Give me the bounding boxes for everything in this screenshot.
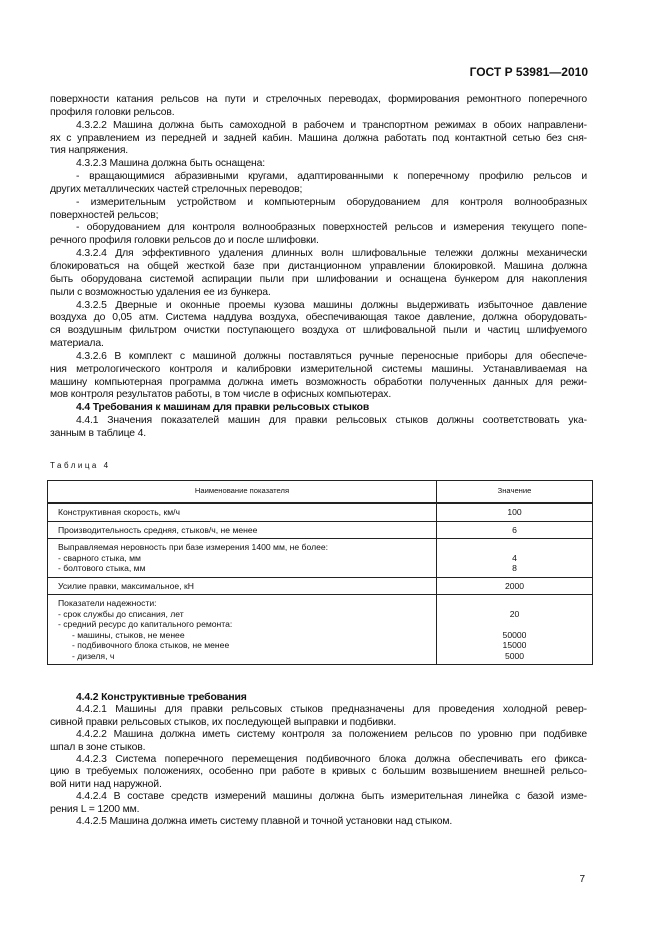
- cell-line: 8: [512, 563, 517, 573]
- table-row: [48, 595, 593, 665]
- paragraph: [50, 754, 587, 791]
- text-line: тия напряжения.: [50, 145, 129, 157]
- text-line: быть оборудована системой аспирации пыли при шлифовании и оснащена бункером для накопления: [50, 273, 587, 285]
- cell-line: - подбивочного блока стыков, не менее: [72, 640, 230, 650]
- indicator-value: [437, 595, 593, 665]
- cell-line: - дизеля, ч: [72, 650, 115, 661]
- indicator-value: [437, 539, 593, 578]
- paragraph: [50, 120, 587, 159]
- cell-line: Показатели надежности:: [58, 598, 157, 608]
- indicator-value: [437, 521, 593, 539]
- indicator-name: [48, 595, 437, 665]
- text-line: ях с управлением из передней и задней кабин. Машина должна работать под контактной сетью без сня-: [50, 132, 587, 144]
- cell-line: 4: [512, 552, 517, 563]
- text-line: блокироваться на общей жесткой базе при дистанционном управлении блокировкой. Машина должна: [50, 260, 587, 272]
- paragraph: [50, 171, 587, 197]
- cell-line: [447, 598, 582, 609]
- table-row: [48, 503, 593, 521]
- paragraph: [50, 300, 587, 351]
- text-line: 4.3.2.4 Для эффективного удаления длинных волн шлифовальные тележки должны механически: [76, 248, 587, 260]
- text-line: речного профиля головки рельсов до и после шлифовки.: [50, 235, 319, 247]
- text-line: материала.: [50, 338, 104, 350]
- text-line: 4.4.2.4 В составе средств измерений машины должна быть измерительная линейка с базой изме-: [76, 791, 587, 803]
- paragraph: [50, 816, 587, 828]
- table-row: [48, 577, 593, 595]
- indicator-name: [48, 577, 437, 595]
- paragraph: [50, 791, 587, 816]
- text-line: 4.4.2.5 Машина должна иметь систему плавной и точной установки над стыком.: [76, 815, 453, 827]
- indicator-name: [48, 503, 437, 521]
- text-line: 4.4.2.2 Машина должна иметь систему контроля за положением рельсов по уровню при подбивке: [76, 729, 587, 741]
- paragraph: [50, 692, 587, 704]
- text-line: мов контроля результатов работы, в том числе в офисных компьютерах.: [50, 389, 392, 401]
- table-row: [48, 521, 593, 539]
- table-4: [47, 480, 593, 665]
- cell-line: 6: [512, 524, 517, 535]
- text-line: поверхностей рельсов;: [50, 209, 159, 221]
- text-line: других металлических частей стрелочных переводов;: [50, 183, 303, 195]
- cell-line: [447, 542, 582, 553]
- text-line: цию в требуемых положениях, особенно при работе в кривых с большим возвышением внешней рельсо-: [50, 766, 587, 778]
- paragraph: [50, 415, 587, 441]
- text-line: воздуха до 0,05 атм. Система наддува воздуха, обеспечивающая такое давление, должна оборудовать-: [50, 312, 587, 324]
- indicator-name: [48, 521, 437, 539]
- text-line: поверхности катания рельсов на пути и стрелочных переводах, формирования ремонтного поперечного: [50, 94, 587, 105]
- text-line: 4.3.2.6 В комплект с машиной должны поставляться ручные переносные приборы для обеспече-: [76, 350, 587, 362]
- paragraph: [50, 248, 587, 299]
- column-header-name: Наименование показателя: [48, 481, 437, 504]
- text-line: 4.4.2.3 Система поперечного перемещения подбивочного блока должна обеспечивать его фикса-: [76, 753, 587, 765]
- indicator-name: [48, 539, 437, 578]
- body-text-bottom: [50, 692, 587, 828]
- text-line: 4.4.1 Значения показателей машин для правки рельсовых стыков должны соответствовать ука-: [76, 415, 587, 427]
- body-text-top: [50, 94, 587, 441]
- text-line: рения L = 1200 мм.: [50, 803, 140, 815]
- cell-line: Выправляемая неровность при базе измерения 1400 мм, не более:: [58, 542, 329, 552]
- page-number: 7: [579, 874, 585, 885]
- cell-line: Производительность средняя, стыков/ч, не менее: [58, 524, 258, 535]
- table-caption: Таблица 4: [50, 461, 111, 470]
- text-line: пыли с возможностью удаления ее из бункера.: [50, 286, 271, 298]
- text-line: 4.3.2.3 Машина должна быть оснащена:: [76, 158, 265, 170]
- text-line: - вращающимися абразивными кругами, адаптированными к поперечному профилю рельсов и: [76, 171, 587, 183]
- cell-line: 50000: [502, 629, 527, 640]
- cell-line: Усилие правки, максимальное, кН: [58, 580, 194, 591]
- text-line: 4.3.2.2 Машина должна быть самоходной в рабочем и транспортном режимах в обоих направлени-: [76, 119, 587, 131]
- cell-line: Конструктивная скорость, км/ч: [58, 507, 180, 517]
- cell-line: [447, 619, 582, 630]
- column-header-value: Значение: [437, 481, 593, 504]
- text-line: шпал в зоне стыков.: [50, 741, 146, 753]
- paragraph: [50, 158, 587, 171]
- text-line: вой нити над наружной.: [50, 778, 162, 790]
- section-heading: 4.4 Требования к машинам для правки рельсовых стыков: [76, 402, 370, 414]
- cell-line: - болтового стыка, мм: [58, 563, 146, 573]
- cell-line: - сварного стыка, мм: [58, 552, 141, 563]
- text-line: сивной правки рельсовых стыков, их последующей выправки и подбивки.: [50, 716, 397, 728]
- cell-line: 100: [507, 507, 522, 517]
- cell-line: - машины, стыков, не менее: [72, 629, 185, 640]
- text-line: - измерительным устройством и компьютерным оборудованием для контроля волнообразных: [76, 196, 587, 208]
- paragraph: [50, 94, 587, 120]
- paragraph: [50, 222, 587, 248]
- cell-line: 5000: [504, 650, 525, 661]
- document-id: ГОСТ Р 53981—2010: [469, 65, 588, 79]
- section-heading: 4.4.2 Конструктивные требования: [76, 692, 247, 703]
- text-line: 4.3.2.5 Дверные и оконные проемы кузова машины должны выдерживать избыточное давление: [76, 299, 587, 311]
- text-line: ся воздушным фильтром очистки поступающего воздуха от шлифовальной пыли и частиц шлифуемого: [50, 325, 587, 337]
- table-row: [48, 539, 593, 578]
- cell-line: 20: [509, 608, 520, 619]
- text-line: - оборудованием для контроля волнообразных поверхностей рельсов и измерения текущего попе-: [76, 222, 587, 234]
- cell-line: - средний ресурс до капитального ремонта:: [58, 619, 233, 629]
- cell-line: 15000: [502, 640, 527, 650]
- paragraph: [50, 351, 587, 402]
- paragraph: [50, 704, 587, 729]
- text-line: ния метрологического контроля и калибровки измерительной системы машины. Устанавливаемая на: [50, 363, 587, 375]
- text-line: профиля головки рельсов.: [50, 106, 175, 118]
- text-line: машину компьютерная программа должна иметь возможность обработки полученных данных для режи-: [50, 376, 587, 388]
- paragraph: [50, 729, 587, 754]
- cell-line: 2000: [504, 580, 525, 591]
- paragraph: [50, 197, 587, 223]
- indicator-value: [437, 577, 593, 595]
- text-line: 4.4.2.1 Машины для правки рельсовых стыков предназначены для проведения холодной ревер-: [76, 704, 587, 716]
- paragraph: [50, 402, 587, 415]
- cell-line: - срок службы до списания, лет: [58, 608, 184, 619]
- text-line: занным в таблице 4.: [50, 427, 147, 439]
- indicator-value: [437, 503, 593, 521]
